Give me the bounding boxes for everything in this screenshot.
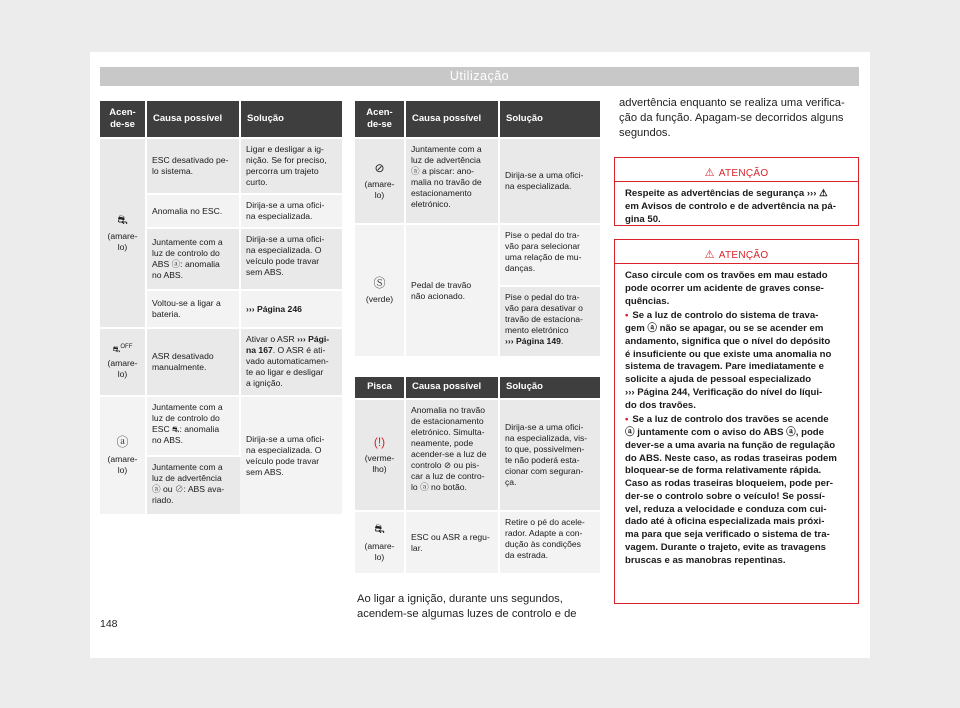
solution-cell: Dirija-se a uma ofici- na especializada. <box>499 138 600 224</box>
warning-title: ATENÇÃO <box>718 250 769 261</box>
solution-cell: Ativar o ASR ››› Pági- na 167. O ASR é ati- vado automaticamen- te ao ligar e desligar a ignição. <box>240 328 342 396</box>
solution-cell: Pise o pedal do tra- vão para selecionar uma relação de mu- danças. <box>499 224 600 286</box>
icon-cell <box>100 396 146 514</box>
warning-box-brakes <box>614 239 859 604</box>
solution-cell: Dirija-se a uma ofici- na especializada. O veículo pode travar sem ABS. <box>240 228 342 290</box>
page-number: 148 <box>100 618 118 630</box>
icon-color-label: (amare- lo) <box>107 358 138 380</box>
page-header: Utilização <box>100 67 859 86</box>
icon-cell <box>100 328 146 396</box>
page-link-246[interactable]: ››› Página 246 <box>240 290 342 328</box>
warning-paragraph: Caso circule com os travões em mau estado pode ocorrer um acidente de graves conse- quências. <box>625 270 828 307</box>
icon-cell <box>355 399 405 511</box>
col-header-acender: Acen- de-se <box>100 101 146 138</box>
col-header-solucao: Solução <box>499 377 600 399</box>
icon-cell <box>355 138 405 224</box>
body-text-verification: advertência enquanto se realiza uma verifica- ção da função. Apagam-se decorridos alguns segundos. <box>619 97 845 139</box>
col-header-causa: Causa possível <box>405 377 499 399</box>
col-header-causa: Causa possível <box>146 101 240 138</box>
warning-triangle-icon: ⚠ <box>704 167 715 179</box>
solution-cell: Dirija-se a uma ofici- na especializada, vis- to que, possivelmen- te não poderá esta- cionar com seguran- ça. <box>499 399 600 511</box>
brake-warning-icon: (!) <box>373 434 386 449</box>
foot-on-brake-icon: Ⓢ <box>373 275 386 290</box>
cause-cell: ESC desativado pe- lo sistema. <box>146 138 240 194</box>
cause-cell: Juntamente com a luz de advertência ⓐ ou ⊘: ABS ava- riado. <box>146 456 240 514</box>
icon-cell <box>100 138 146 328</box>
bullet-icon: • <box>625 414 629 426</box>
solution-cell: Retire o pé do acele- rador. Adapte a con- dução às condições da estrada. <box>499 511 600 573</box>
icon-cell <box>355 511 405 573</box>
warning-body: Respeite as advertências de segurança ››› ⚠ em Avisos de controlo e de advertência na pá- gina 50. <box>625 188 836 225</box>
col-header-pisca: Pisca <box>355 377 405 399</box>
solution-cell: Ligar e desligar a ig- nição. Se for preciso, percorra um trajeto curto. <box>240 138 342 194</box>
table-row <box>355 399 600 511</box>
icon-color-label: (amare- lo) <box>364 179 395 201</box>
table-esc-asr-abs <box>100 101 342 514</box>
cause-cell: ASR desativado manualmente. <box>146 328 240 396</box>
cause-cell: Juntamente com a luz de advertência ⓐ a piscar: ano- malia no travão de estacionamento eletrónico. <box>405 138 499 224</box>
table-row <box>100 396 342 456</box>
warning-box-safety <box>614 157 859 226</box>
table-row <box>355 224 600 286</box>
warning-body <box>615 264 858 575</box>
col-header-solucao: Solução <box>499 101 600 138</box>
col-header-solucao: Solução <box>240 101 342 138</box>
body-text-ignition: Ao ligar a ignição, durante uns segundos, acendem-se algumas luzes de controlo e de <box>357 593 577 620</box>
warning-triangle-icon: ⚠ <box>704 249 715 261</box>
table-row <box>355 511 600 573</box>
page-link-167[interactable]: ››› Pági- na 167 <box>246 334 330 355</box>
esc-skid-icon: ⛐ <box>117 212 128 227</box>
icon-color-label: (verde) <box>365 294 394 305</box>
warning-bullet: • Se a luz de controlo do sistema de trava- gem ⓐ não se apagar, ou se se acender em andamento, significa que o nível do depósito é insuficiente ou que existe uma anomalia no sistema de travagem. Pare imediatamente e solicite a ajuda de pessoal especializado ››› Página 244, Verificação do nível do líqui- do dos travões. <box>625 310 832 411</box>
cause-cell: ESC ou ASR a regu- lar. <box>405 511 499 573</box>
table-row <box>100 328 342 396</box>
col-header-causa: Causa possível <box>405 101 499 138</box>
solution-cell: Dirija-se a uma ofici- na especializada. <box>240 194 342 228</box>
bullet-icon: • <box>625 310 629 322</box>
table-row <box>100 138 342 194</box>
cause-cell: Juntamente com a luz de controlo do ESC ⛐: anomalia no ABS. <box>146 396 240 456</box>
asr-off-icon: ⛐$^{OFF}$ <box>112 343 133 354</box>
brake-pad-wear-icon: ⊘ <box>374 160 385 175</box>
table-row <box>355 138 600 224</box>
icon-color-label: (verme- lho) <box>364 453 395 475</box>
table-pisca <box>355 377 600 573</box>
icon-color-label: (amare- lo) <box>107 231 138 253</box>
col-header-acender: Acen- de-se <box>355 101 405 138</box>
icon-cell <box>355 224 405 356</box>
warning-title: ATENÇÃO <box>718 168 769 179</box>
icon-color-label: (amare- lo) <box>364 540 395 562</box>
warning-bullet: • Se a luz de controlo dos travões se acende ⓐ juntamente com o aviso do ABS ⓐ, pode dever-se a uma avaria na função de regulação do ABS. Neste caso, as rodas traseiras podem bloquear-se de forma relativamente rápida. Caso as rodas traseiras bloqueiem, pode per- der-se o controlo sobre o veículo! Se possí- vel, reduza a velocidade e conduza com cui- dado até à oficina especializada mais próxi- ma para que seja verificado o sistema de tra- vagem. Durante o trajeto, evite as travagens bruscas e as manobras repentinas. <box>625 414 837 566</box>
abs-icon: ⓐ <box>116 435 129 450</box>
cause-cell: Anomalia no travão de estacionamento eletrónico. Simulta- neamente, pode acender-se a luz de controlo ⊘ ou pis- car a luz de contro- lo ⓐ no botão. <box>405 399 499 511</box>
cause-cell: Anomalia no ESC. <box>146 194 240 228</box>
cause-cell: Voltou-se a ligar a bateria. <box>146 290 240 328</box>
cause-cell: Pedal de travão não acionado. <box>405 224 499 356</box>
table-parking-brake <box>355 101 600 356</box>
solution-cell: Pise o pedal do tra- vão para desativar o travão de estaciona- mento eletrónico ››› Página 149. <box>499 286 600 356</box>
icon-color-label: (amare- lo) <box>107 453 138 475</box>
page-link-149[interactable]: ››› Página 149 <box>505 336 561 346</box>
warning-header <box>615 158 858 182</box>
esc-skid-icon: ⛐ <box>374 522 385 537</box>
warning-header <box>615 240 858 264</box>
solution-cell: Dirija-se a uma ofici- na especializada. O veículo pode travar sem ABS. <box>240 396 342 514</box>
cause-cell: Juntamente com a luz de controlo do ABS ⓐ: anomalia no ABS. <box>146 228 240 290</box>
